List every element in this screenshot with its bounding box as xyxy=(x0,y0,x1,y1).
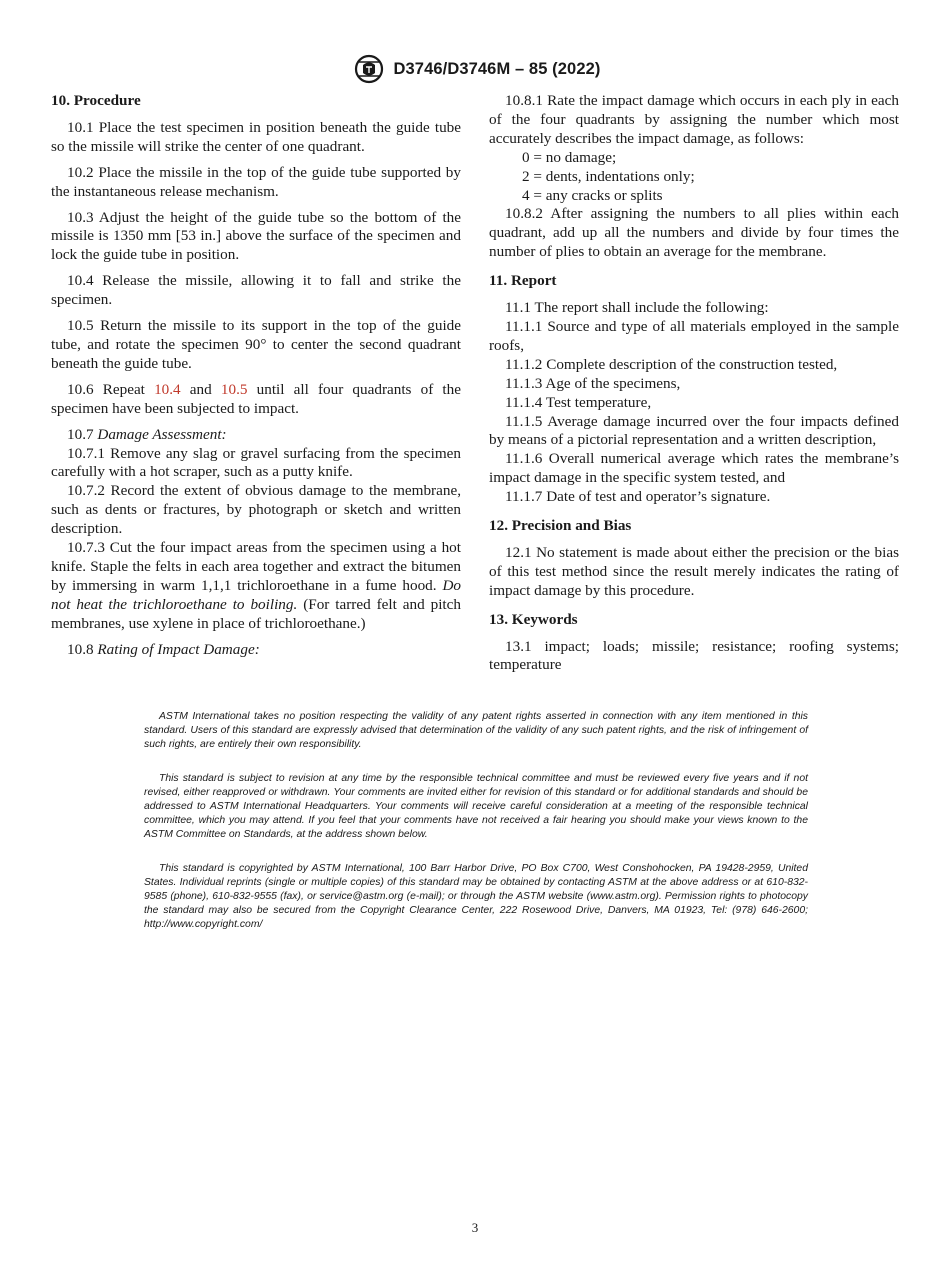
para-10-7: 10.7 Damage Assessment: xyxy=(67,425,227,443)
para-11-1-4: 11.1.4 Test temperature, xyxy=(505,393,652,411)
para-10-4: 10.4 Release the missile, allowing it to fall and strike the specimen. xyxy=(51,272,461,309)
patent-notice: ASTM International takes no position respecting the validity of any patent rights asserted in connection with any item mentioned in this standard. Users of this standard are expressly advised that determination of the validity of any such patent rights, and the risk of infringement of such rights, are entirely their own responsibility. xyxy=(144,711,808,750)
para-10-8: 10.8 Rating of Impact Damage: xyxy=(67,640,260,658)
para-12-1: 12.1 No statement is made about either the precision or the bias of this test method since the result merely indicates the rating of impact damage by this procedure. xyxy=(489,543,899,599)
para-11-1-7: 11.1.7 Date of test and operator’s signature. xyxy=(505,488,771,506)
para-10-7-2: 10.7.2 Record the extent of obvious damage to the membrane, such as dents or fractures, by photograph or sketch and written description. xyxy=(51,482,461,538)
right-column xyxy=(489,92,899,675)
para-11-1-2: 11.1.2 Complete description of the construction tested, xyxy=(505,355,838,373)
para-10-8-2: 10.8.2 After assigning the numbers to all plies within each quadrant, add up all the numbers and divide by four times the number of plies to obtain an average for the membrane. xyxy=(489,205,899,261)
para-10-6: 10.6 Repeat 10.4 and 10.5 until all four quadrants of the specimen have been subjected to impact. xyxy=(51,380,461,417)
para-10-8-1: 10.8.1 Rate the impact damage which occurs in each ply in each of the four quadrants by assigning the number which most accurately describes the impact damage, as follows: xyxy=(489,92,899,147)
para-10-2: 10.2 Place the missile in the top of the guide tube supported by the instantaneous release mechanism. xyxy=(51,163,461,200)
para-11-1-6: 11.1.6 Overall numerical average which rates the membrane’s impact damage in the specific system tested, and xyxy=(489,450,899,487)
para-10-1: 10.1 Place the test specimen in position beneath the guide tube so the missile will strike the center of one quadrant. xyxy=(51,118,461,155)
legal-notices xyxy=(144,710,808,932)
revision-notice: This standard is subject to revision at any time by the responsible technical committee and must be reviewed every five years and if not revised, either reapproved or withdrawn. Your comments are invited either for revision of this standard or for additional standards and should be addressed to ASTM International Headquarters. Your comments will receive careful consideration at a meeting of the responsible technical committee, which you may attend. If you feel that your comments have not received a fair hearing you should make your views known to the ASTM Committee on Standards, at the address shown below. xyxy=(144,773,808,840)
para-11-1: 11.1 The report shall include the following: xyxy=(505,299,769,317)
para-10-5: 10.5 Return the missile to its support in the top of the guide tube, and rotate the specimen 90° to center the second quadrant beneath the guide tube. xyxy=(51,317,461,372)
section-heading-13: 13. Keywords xyxy=(489,610,578,628)
rating-item-0: 0 = no damage; xyxy=(522,148,617,166)
astm-logo-icon xyxy=(350,54,388,84)
para-11-1-1: 11.1.1 Source and type of all materials employed in the sample roofs, xyxy=(489,317,899,354)
para-13-1: 13.1 impact; loads; missile; resistance; roofing systems; temperature xyxy=(489,637,899,674)
copyright-notice: This standard is copyrighted by ASTM International, 100 Barr Harbor Drive, PO Box C700, West Conshohocken, PA 19428-2959, United States. Individual reprints (single or multiple copies) of this standard may be obtained by contacting ASTM at the above address or at 610-832-9585 (phone), 610-832-9555 (fax), or service@astm.org (e-mail); or through the ASTM website (www.astm.org). Permission rights to photocopy the standard may also be secured from the Copyright Clearance Center, 222 Rosewood Drive, Danvers, MA 01923, Tel: (978) 646-2600; http://www.copyright.com/ xyxy=(144,863,808,930)
section-heading-11: 11. Report xyxy=(489,272,557,290)
rating-item-2: 2 = dents, indentations only; xyxy=(522,167,695,185)
para-10-3: 10.3 Adjust the height of the guide tube so the bottom of the missile is 1350 mm [53 in.] above the surface of the specimen and lock the guide tube in position. xyxy=(51,208,461,264)
section-link-10-5[interactable]: 10.5 xyxy=(220,380,248,398)
para-10-7-1: 10.7.1 Remove any slag or gravel surfacing from the specimen carefully with a hot scraper, such as a putty knife. xyxy=(51,444,461,481)
page-header xyxy=(0,54,950,84)
section-heading-12: 12. Precision and Bias xyxy=(489,517,632,535)
standard-designation: D3746/D3746M – 85 (2022) xyxy=(393,59,601,78)
left-column xyxy=(51,92,461,659)
para-10-7-3: 10.7.3 Cut the four impact areas from the specimen using a hot knife. Staple the felts in each area together and extract the bitumen by immersing in warm 1,1,1 trichloroethane in a fume hood. Do not heat the trichloroethane to boiling. (For tarred felt and pitch membranes, use xylene in place of trichloroethane.) xyxy=(51,539,461,632)
page-number: 3 xyxy=(471,1220,479,1235)
para-11-1-3: 11.1.3 Age of the specimens, xyxy=(505,374,681,392)
section-link-10-4[interactable]: 10.4 xyxy=(154,380,181,398)
section-heading-10: 10. Procedure xyxy=(51,92,141,109)
rating-item-4: 4 = any cracks or splits xyxy=(522,186,663,204)
para-11-1-5: 11.1.5 Average damage incurred over the four impacts defined by means of a pictorial representation and a written description, xyxy=(489,412,899,449)
